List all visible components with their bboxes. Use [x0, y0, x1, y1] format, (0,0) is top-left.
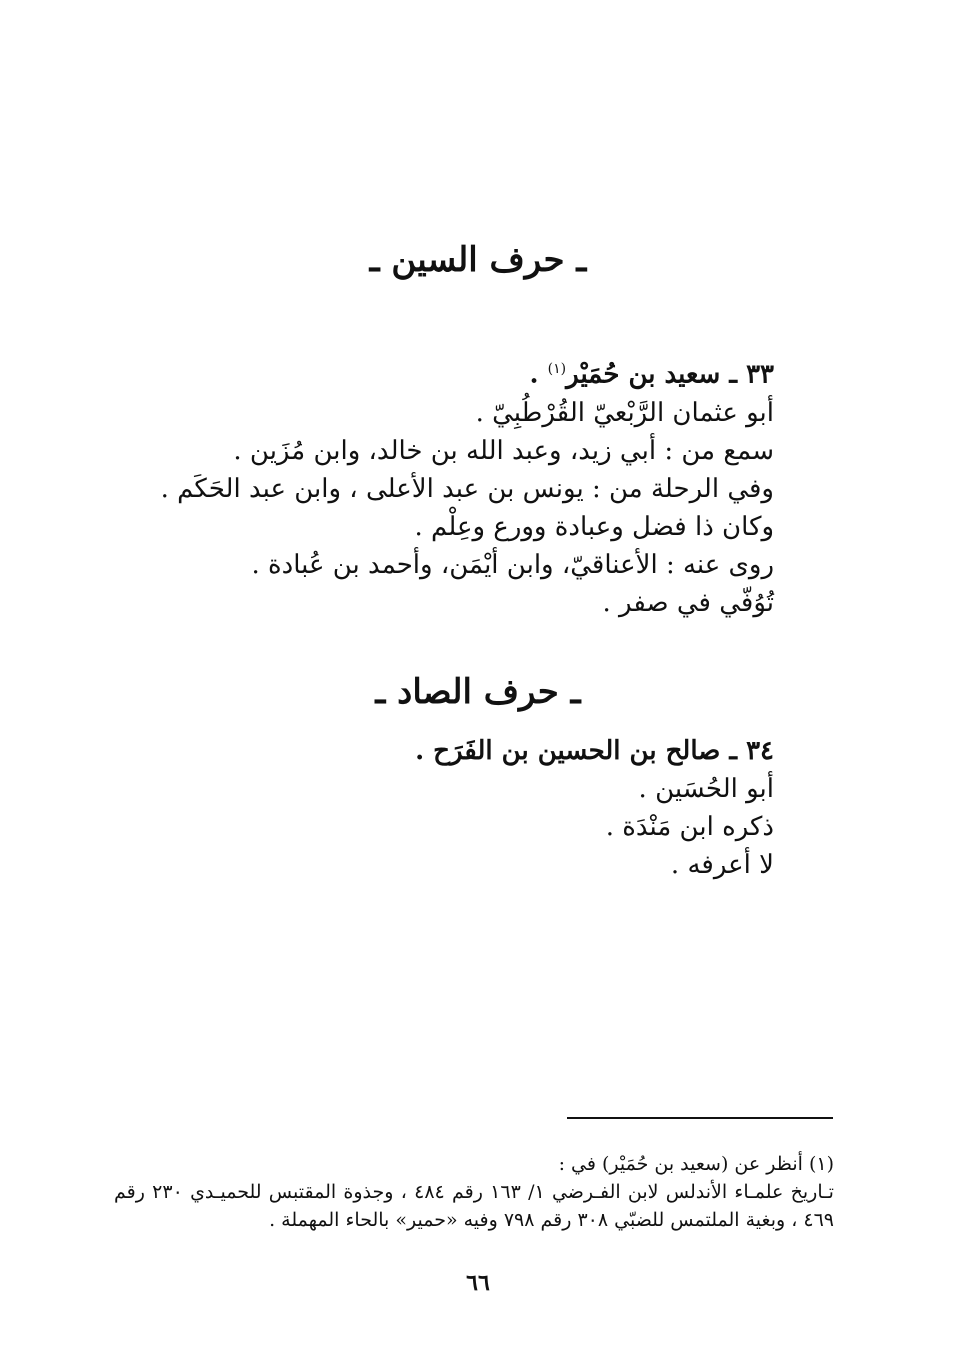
- entry-title-text: ٣٣ ـ سعيد بن حُمَيْر: [566, 359, 774, 390]
- entry-title: [174, 350, 774, 394]
- entry-line-kunya: أبو الحُسَين .: [638, 774, 774, 804]
- entry-line-death: تُوُفّي في صفر .: [602, 587, 774, 618]
- footnote-line: تـاريخ علمـاء الأندلس لابن الفـرضي ١/ ١٦٣ رقم ٤٨٤ ، وجذوة المقتبس للحميـدي ٢٣٠ رقم: [114, 1181, 834, 1203]
- entry-title: ٣٤ ـ صالح بن الحسين بن الفَرَح .: [415, 736, 774, 766]
- entry-line-journey: وفي الرحلة من : يونس بن عبد الأعلى ، وابن عبد الحَكَم .: [160, 473, 774, 504]
- footnote-reference: (١): [547, 361, 567, 377]
- entry-title-period: .: [529, 359, 548, 390]
- entry-line-kunya: أبو عثمان الرَّبْعيّ القُرْطُبِيّ .: [475, 397, 774, 428]
- entry-line-students: روى عنه : الأعناقيّ، وابن أيْمَن، وأحمد بن عُبادة .: [251, 549, 774, 580]
- footnote-line: (١) أنظر عن (سعيد بن حُمَيْر) في :: [558, 1153, 834, 1175]
- footnote-separator: [567, 1117, 833, 1119]
- footnote-line: ٤٦٩ ، وبغية الملتمس للضبّي ٣٠٨ رقم ٧٩٨ وفيه «حمير» بالحاء المهملة .: [269, 1209, 834, 1231]
- entry-line-teachers: سمع من : أبي زيد، وعبد الله بن خالد، وابن مُزَين .: [233, 435, 774, 466]
- biography-entry-33: [160, 350, 774, 622]
- page-number: ٦٦: [466, 1270, 490, 1296]
- entry-line-note: لا أعرفه .: [670, 850, 774, 880]
- footnotes: [114, 1150, 834, 1234]
- biography-entry-34: [174, 732, 774, 884]
- entry-line-mention: ذكره ابن مَنْدَة .: [605, 812, 774, 842]
- section-heading-sad: ـ حرف الصاد ـ: [375, 672, 581, 712]
- entry-line-virtues: وكان ذا فضل وعبادة وورع وعِلْم .: [414, 511, 774, 542]
- section-heading-sin: ـ حرف السين ـ: [369, 240, 587, 280]
